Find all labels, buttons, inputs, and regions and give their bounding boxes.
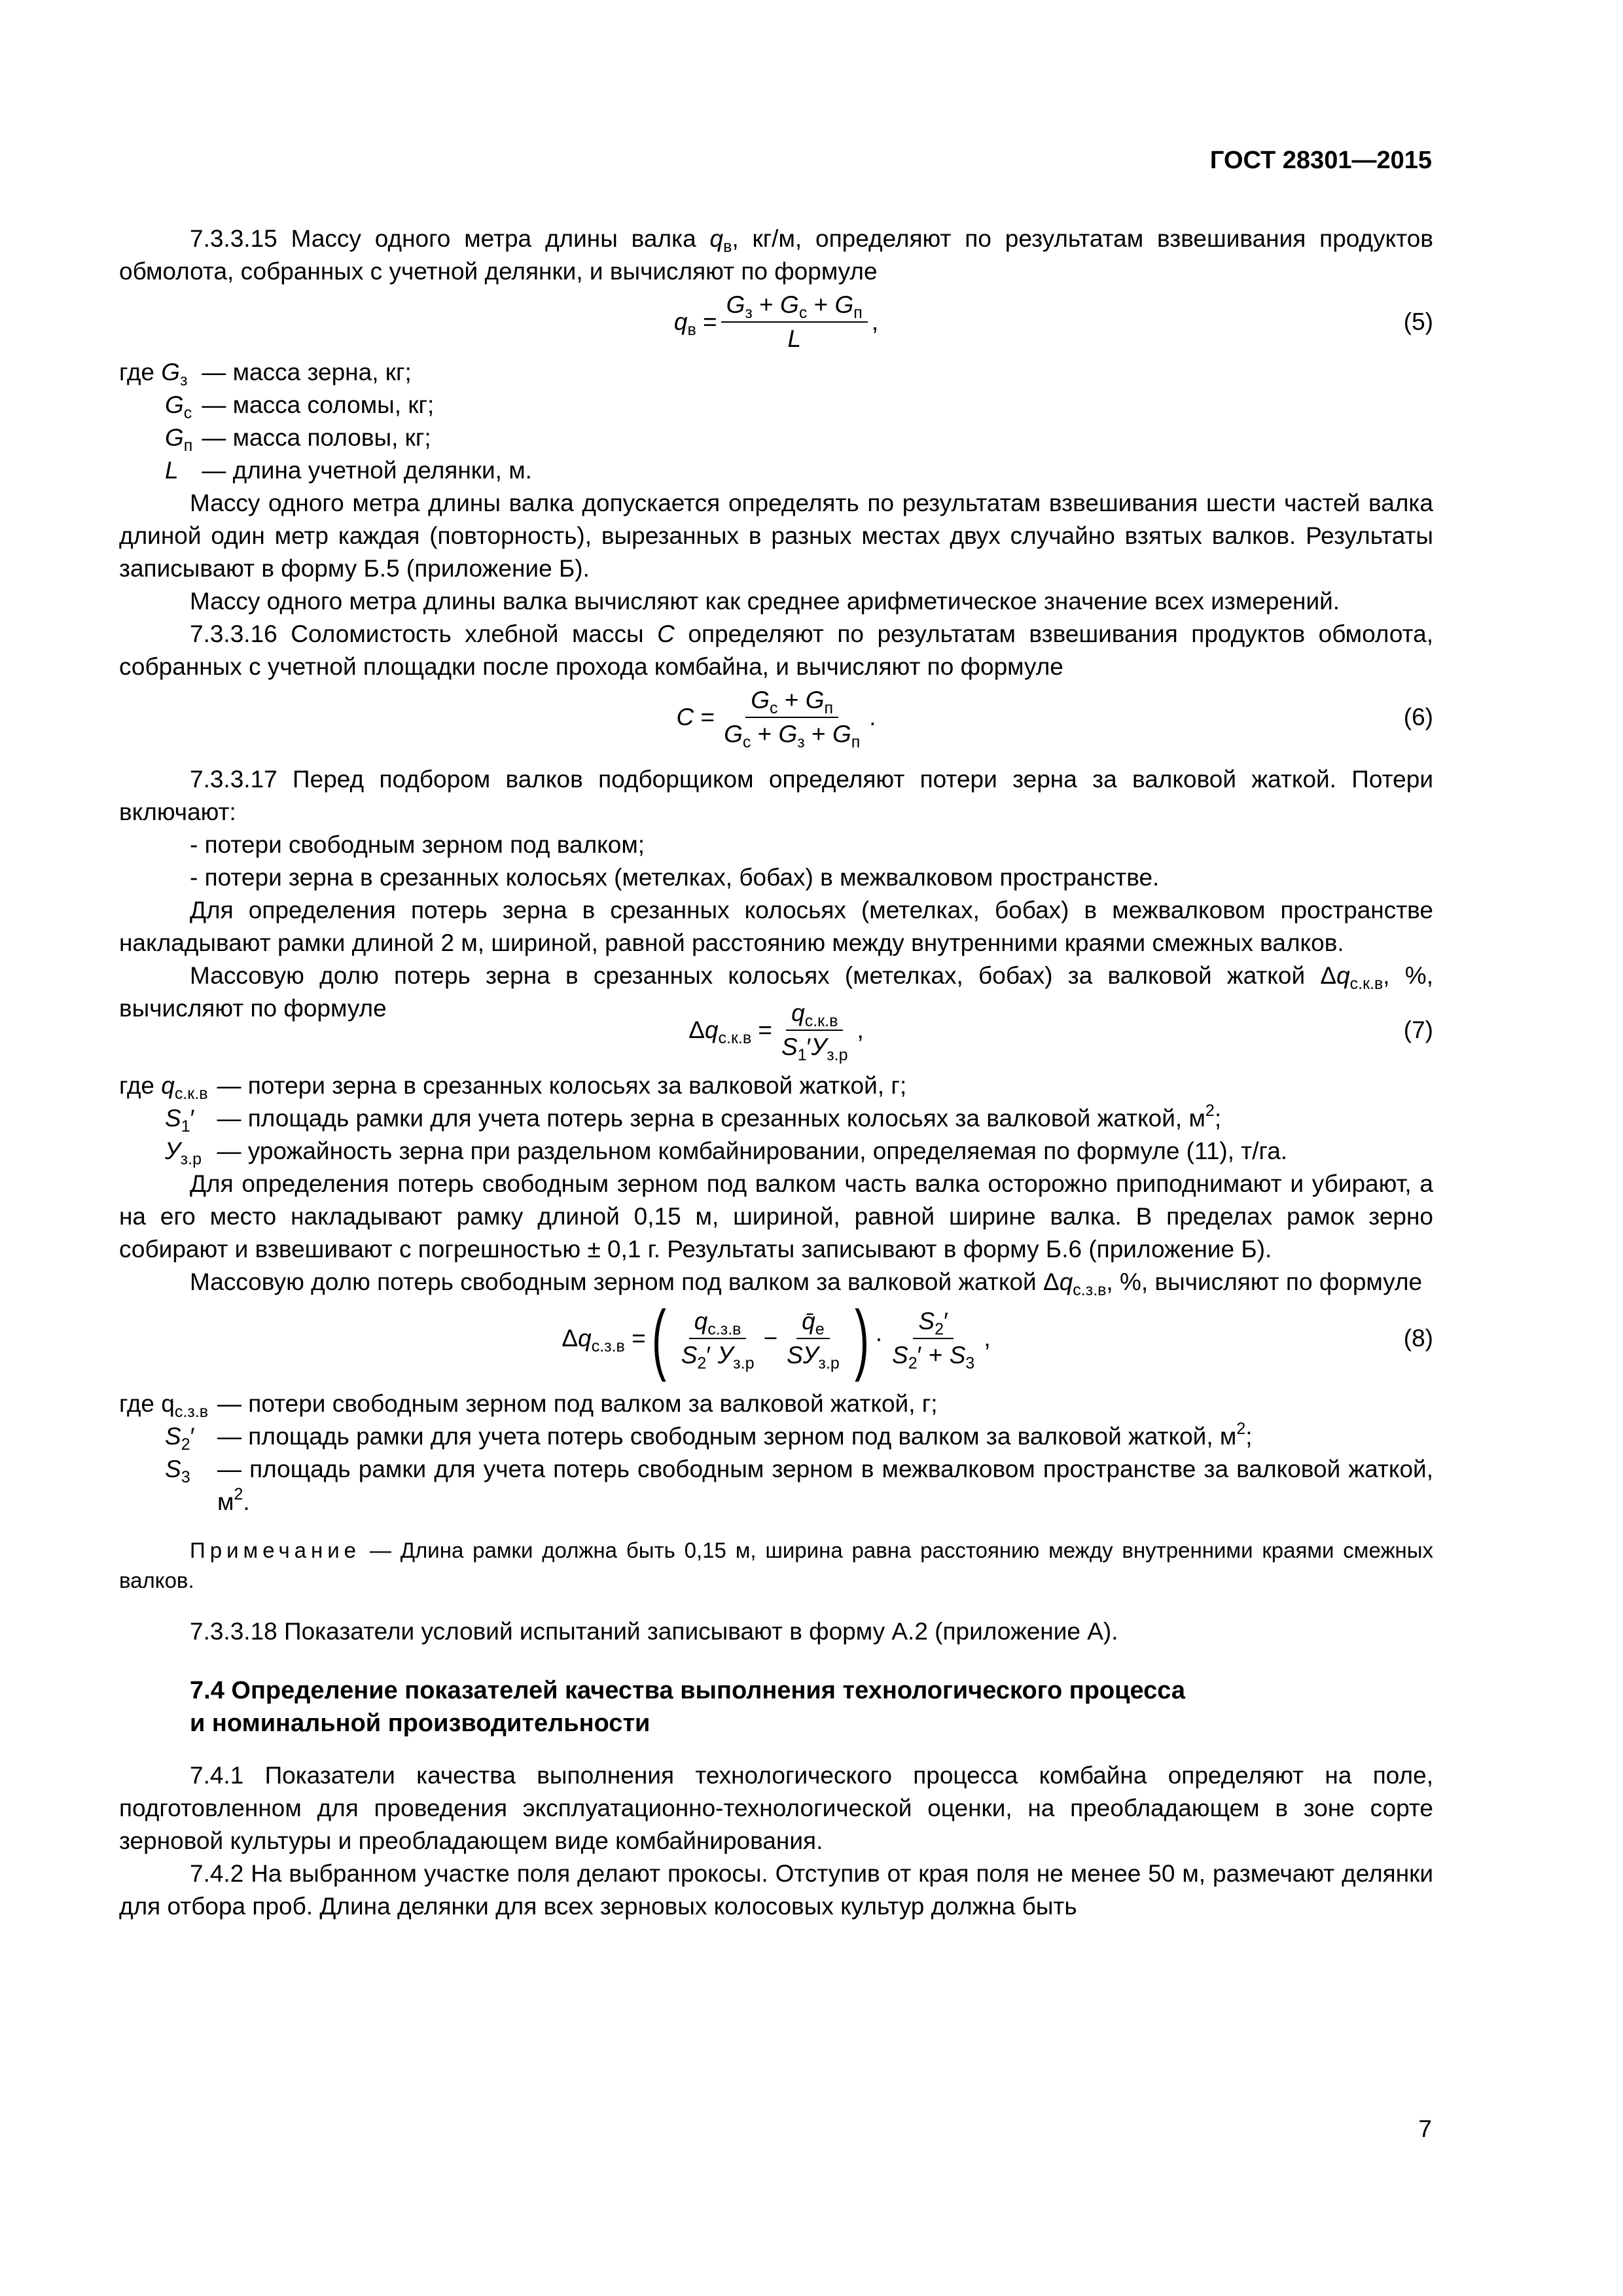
paragraph: Для определения потерь свободным зерном под валком часть валка осторожно приподнимают и убирают, а на его место накладывают рамку длиной 0,15 м, шириной, равной ширине валка. В пределах рамок зерно собирают и взвешивают с погрешностью ± 0,1 г. Результаты записывают в форму Б.6 (приложение Б). (119, 1170, 1433, 1263)
paragraph-7-3-3-16: 7.3.3.16 Соломистость хлебной массы С определяют по результатам взвешивания продуктов обмолота, собранных с учетной площадки после прохода комбайна, и вычисляют по формуле (119, 620, 1433, 680)
page-content (119, 223, 1433, 1923)
paragraph-7-3-3-15: 7.3.3.15 Массу одного метра длины валка $q_в$, кг/м, определяют по результатам взвешивания продуктов обмолота, собранных с учетной делянки, и вычисляют по формуле (119, 225, 1434, 285)
paragraph: Массовую долю потерь свободным зерном под валком за валковой жаткой $\Delta q_{с.з.в}$, %, вычисляют по формуле (190, 1268, 1423, 1299)
definitions-5: где $G_з$ — масса зерна, кг; $G_с$ — масса соломы, кг; $G_п$ — масса половы, кг; L — длина учетной делянки, м. (119, 359, 532, 484)
list-item: - потери зерна в срезанных колосьях (метелках, бобах) в межвалковом пространстве. (190, 864, 1160, 891)
paragraph-7-4-1: 7.4.1 Показатели качества выполнения технологического процесса комбайна определяют на поле, подготовленном для проведения эксплуатационно-технологической оценки, на преобладающем в зоне сорте зерновой культуры и преобладающем виде комбайнирования. (119, 1762, 1433, 1854)
formula-number: (7) (1403, 1016, 1433, 1043)
formula-8: $\Delta q_{с.з.в}$ = ( $\frac{q_{с.з.в}}{S_2' У_{з.р}}$ − $\frac{q̄_е}{SУ_{з.р}}$ ) · $\frac{S_2'}{S_2' + S_3}$ , (8) (562, 1295, 1433, 1382)
paragraph-7-4-2: 7.4.2 На выбранном участке поля делают прокосы. Отступив от края поля не менее 50 м, размечают делянки для отбора проб. Длина делянки для всех зерновых колосовых культур должна быть (119, 1860, 1433, 1920)
document-header: ГОСТ 28301—2015 (1209, 147, 1432, 174)
note: Примечание — Длина рамки должна быть 0,15 м, ширина равна расстоянию между внутренними краями смежных валков. (119, 1538, 1433, 1592)
paragraph: Массу одного метра длины валка допускается определять по результатам взвешивания шести частей валка длиной один метр каждая (повторность), вырезанных в разных местах двух случайно взятых валков. Результаты записывают в форму Б.5 (приложение Б). (119, 490, 1433, 582)
paragraph-7-3-3-17: 7.3.3.17 Перед подбором валков подборщиком определяют потери зерна за валковой жаткой. Потери включают: (119, 766, 1433, 825)
formula-number: (5) (1403, 308, 1433, 335)
formula-6: С = $\frac{G_с + G_п}{G_с + G_з + G_п}$ . (6) (676, 687, 1433, 751)
definitions-8: где $q_{с.з.в}$ — потери свободным зерном под валком за валковой жаткой, г; $S_2'$ — площадь рамки для учета потерь свободным зерном под валком за валковой жаткой, $м^2$; $S_3$ — площадь рамки для учета потерь свободным зерном в межвалковом пространстве за валковой жаткой, $м^2$. (119, 1390, 1433, 1515)
page-number: 7 (1418, 2115, 1432, 2142)
formula-5: $q_в$ = $\frac{G_з + G_с + G_п}{L}$ , (5) (673, 291, 1433, 352)
paragraph: Массовую долю потерь зерна в срезанных колосьях (метелках, бобах) за валковой жаткой $\Delta q_{с.к.в}$, %, вычисляют по формуле (119, 962, 1433, 1022)
paragraph: Для определения потерь зерна в срезанных колосьях (метелках, бобах) в межвалковом пространстве накладывают рамки длиной 2 м, шириной, равной расстоянию между внутренними краями смежных валков. (119, 897, 1433, 956)
paragraph: Массу одного метра длины валка вычисляют как среднее арифметическое значение всех измерений. (190, 588, 1340, 615)
paragraph-7-3-3-18: 7.3.3.18 Показатели условий испытаний записывают в форму А.2 (приложение А). (190, 1618, 1118, 1645)
formula-number: (8) (1403, 1325, 1433, 1352)
section-heading-7-4: 7.4 Определение показателей качества выполнения технологического процесса и номинальной производительности (190, 1677, 1186, 1737)
formula-7: $\Delta q_{с.к.в}$ = $\frac{q_{с.к.в}}{S_1'У_{з.р}}$ , (7) (688, 999, 1433, 1064)
formula-number: (6) (1403, 704, 1433, 730)
definitions-7: где $q_{с.к.в}$ — потери зерна в срезанных колосьях за валковой жаткой, г; $S_1'$ — площадь рамки для учета потерь зерна в срезанных колосьях за валковой жаткой, $м^2$; $У_{з.р}$ — урожайность зерна при раздельном комбайнировании, определяемая по формуле (11), т/га. (119, 1072, 1288, 1168)
list-item: - потери свободным зерном под валком; (190, 831, 645, 858)
